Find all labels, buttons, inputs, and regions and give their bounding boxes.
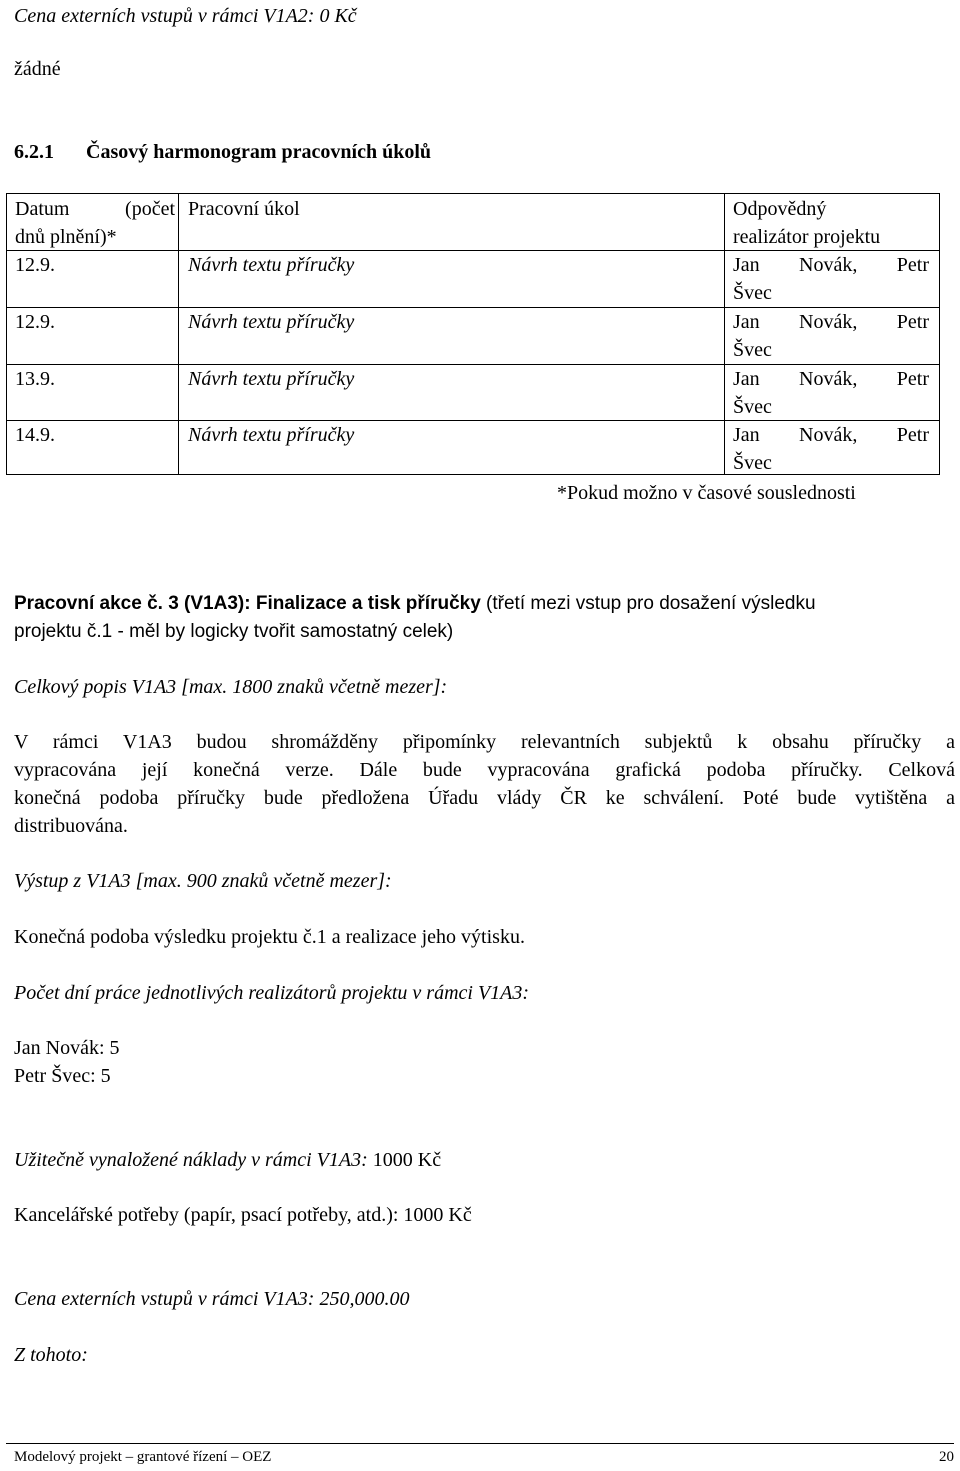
action-title — [14, 590, 816, 618]
row-date: 12.9. — [15, 254, 55, 276]
table-row — [7, 250, 939, 307]
section-number: 6.2.1 — [14, 141, 54, 163]
table-row — [7, 307, 939, 364]
footer-title: Modelový projekt – grantové řízení – OEZ — [14, 1449, 272, 1465]
row-date: 14.9. — [15, 424, 55, 446]
description-line3: konečná podoba příručky bude předložena Úřadu vlády ČR ke schválení. Poté bude vytištěna a — [14, 787, 955, 809]
table-row — [7, 364, 939, 420]
table-footnote: *Pokud možno v časové souslednosti — [557, 482, 856, 504]
row-task: Návrh textu příručky — [188, 254, 355, 276]
header-responsible-line1: Odpovědný — [733, 198, 827, 220]
table-row — [7, 420, 939, 476]
description-label: Celkový popis V1A3 [max. 1800 znaků včetně mezer]: — [14, 676, 448, 698]
table-header-row — [7, 194, 939, 250]
row-responsible-line2: Švec — [733, 396, 772, 418]
days-label: Počet dní práce jednotlivých realizátorů projektu v rámci V1A3: — [14, 982, 530, 1004]
output-label: Výstup z V1A3 [max. 900 znaků včetně mezer]: — [14, 870, 392, 892]
row-task: Návrh textu příručky — [188, 424, 355, 446]
row-date: 12.9. — [15, 311, 55, 333]
row-responsible-line2: Švec — [733, 452, 772, 474]
description-line2: vypracována její konečná verze. Dále bude vypracována grafická podoba příručky. Celková — [14, 759, 955, 781]
footer-divider — [6, 1443, 954, 1444]
section-title: Časový harmonogram pracovních úkolů — [86, 141, 432, 163]
external-cost-v1a2: Cena externích vstupů v rámci V1A2: 0 Kč — [14, 5, 357, 27]
row-date: 13.9. — [15, 368, 55, 390]
row-responsible-line1: Jan Novák, Petr — [733, 368, 929, 390]
schedule-table — [6, 193, 940, 475]
row-responsible-line1: Jan Novák, Petr — [733, 254, 929, 276]
row-responsible-line1: Jan Novák, Petr — [733, 424, 929, 446]
action-title-rest: (třetí mezi vstup pro dosažení výsledku — [480, 593, 816, 614]
office-supplies: Kancelářské potřeby (papír, psací potřeby, atd.): 1000 Kč — [14, 1204, 472, 1226]
useful-costs — [14, 1146, 441, 1174]
header-date-line2: dnů plnění)* — [15, 226, 117, 248]
row-task: Návrh textu příručky — [188, 311, 355, 333]
header-task: Pracovní úkol — [188, 198, 300, 220]
row-responsible-line2: Švec — [733, 282, 772, 304]
of-which: Z tohoto: — [14, 1344, 88, 1366]
row-responsible-line1: Jan Novák, Petr — [733, 311, 929, 333]
header-date-line1: Datum (počet — [15, 198, 175, 220]
action-title-line2: projektu č.1 - měl by logicky tvořit samostatný celek) — [14, 621, 454, 642]
useful-costs-value: 1000 Kč — [367, 1149, 442, 1171]
section-heading — [14, 138, 431, 166]
days-jan: Jan Novák: 5 — [14, 1037, 120, 1059]
external-cost-v1a3: Cena externích vstupů v rámci V1A3: 250,000.00 — [14, 1288, 410, 1310]
row-responsible-line2: Švec — [733, 339, 772, 361]
days-petr: Petr Švec: 5 — [14, 1065, 111, 1087]
row-task: Návrh textu příručky — [188, 368, 355, 390]
output-text: Konečná podoba výsledku projektu č.1 a realizace jeho výtisku. — [14, 926, 525, 948]
description-line1: V rámci V1A3 budou shromážděny připomínky relevantních subjektů k obsahu příručky a — [14, 731, 955, 753]
action-title-bold: Pracovní akce č. 3 (V1A3): Finalizace a tisk příručky — [14, 593, 481, 614]
header-responsible-line2: realizátor projektu — [733, 226, 881, 248]
description-line4: distribuována. — [14, 815, 128, 837]
page-number: 20 — [939, 1449, 954, 1465]
none-text: žádné — [14, 58, 61, 80]
useful-costs-label: Užitečně vynaložené náklady v rámci V1A3: — [14, 1149, 368, 1171]
